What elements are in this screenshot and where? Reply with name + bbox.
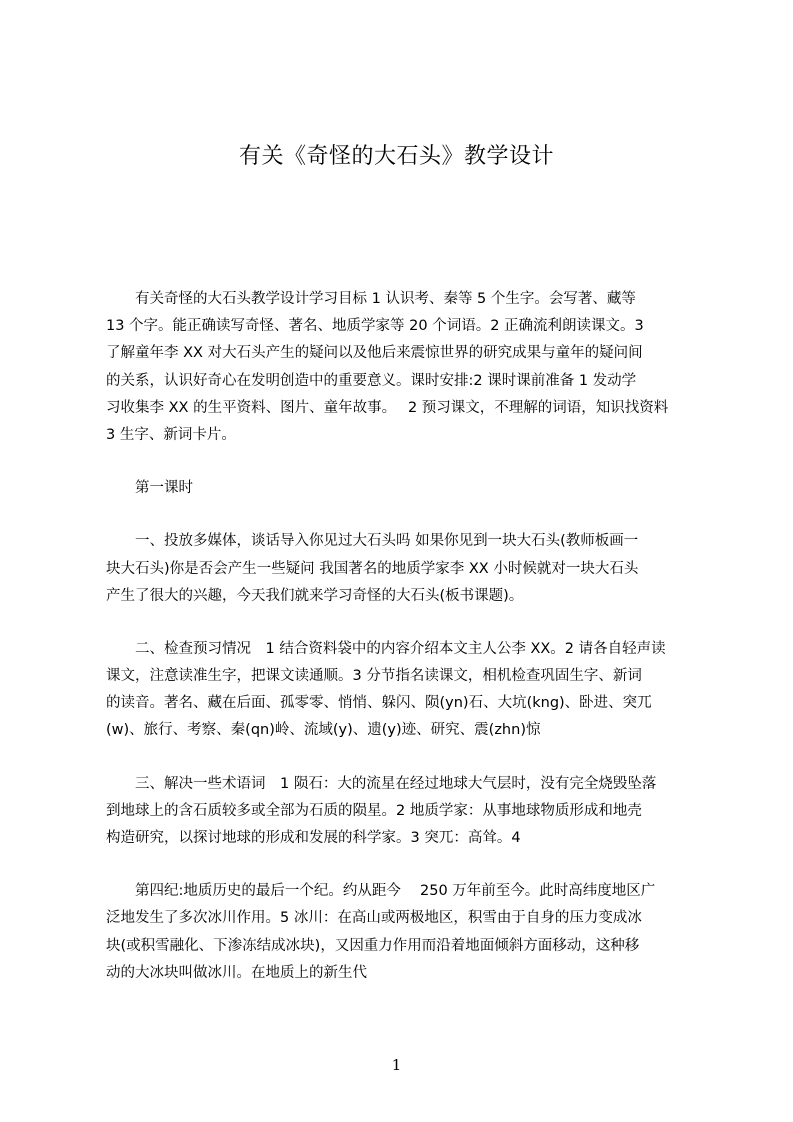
text-line: 习收集李 XX 的生平资料、图片、童年故事。 2 预习课文，不理解的词语，知识找资料 (106, 399, 669, 416)
paragraph-step-three (106, 771, 698, 853)
paragraph-step-one (106, 528, 698, 610)
text-line: 构造研究，以探讨地球的形成和发展的科学家。3 突兀：高耸。4 (106, 830, 521, 846)
text-line: (w)、旅行、考察、秦(qn)岭、流域(y)、遗(y)迹、研究、震(zhn)惊 (106, 722, 541, 739)
text-line: 块大石头)你是否会产生一些疑问 我国著名的地质学家李 XX 小时候就对一块大石头 (106, 560, 639, 577)
paragraph-spacer (106, 502, 698, 528)
text-line: 第四纪:地质历史的最后一个纪。约从距今 250 万年前至今。此时高纬度地区广 (106, 883, 656, 900)
section-heading-lesson-one (106, 475, 698, 502)
text-line: 了解童年李 XX 对大石头产生的疑问以及他后来震惊世界的研究成果与童年的疑问间 (106, 345, 643, 362)
text-line: 的读音。著名、藏在后面、孤零零、悄悄、躲闪、陨(yn)石、大坑(kng)、卧进、突兀 (106, 695, 652, 712)
text-line: 泛地发生了多次冰川作用。5 冰川：在高山或两极地区，积雪由于自身的压力变成冰 (106, 910, 642, 927)
text-line: 产生了很大的兴趣，今天我们就来学习奇怪的大石头(板书课题)。 (106, 587, 524, 604)
text-line: 一、投放多媒体，谈话导入你见过大石头吗 如果你见到一块大石头(教师板画一 (106, 533, 639, 550)
text-line: 课文，注意读准生字，把课文读通顺。3 分节指名读课文，相机检查巩固生字、新词 (106, 668, 642, 685)
text-line: 第一课时 (106, 480, 193, 497)
paragraph-spacer (106, 852, 698, 878)
text-line: 的关系，认识好奇心在发明创造中的重要意义。课时安排:2 课时课前准备 1 发动学 (106, 372, 637, 389)
paragraph-intro (106, 286, 698, 449)
text-line: 到地球上的含石质较多或全部为石质的陨星。2 地质学家：从事地球物质形成和地壳 (106, 802, 642, 819)
paragraph-spacer (106, 449, 698, 475)
text-line: 三、解决一些术语词 1 陨石：大的流星在经过地球大气层时，没有完全烧毁坠落 (106, 775, 657, 792)
paragraph-quaternary (106, 878, 698, 987)
paragraph-spacer (106, 610, 698, 636)
paragraph-spacer (106, 745, 698, 771)
text-line: 动的大冰块叫做冰川。在地质上的新生代 (106, 964, 367, 981)
text-line: 有关奇怪的大石头教学设计学习目标 1 认识考、秦等 5 个生字。会写著、藏等 (106, 291, 636, 307)
text-line: 二、检查预习情况 1 结合资料袋中的内容介绍本文主人公李 XX。2 请各自轻声读 (106, 640, 666, 657)
paragraph-step-two (106, 636, 698, 745)
text-line: 13 个字。能正确读写奇怪、著名、地质学家等 20 个词语。2 正确流利朗读课文。3 (106, 318, 644, 335)
document-title: 有关《奇怪的大石头》教学设计 (238, 144, 554, 169)
document-body (106, 286, 698, 987)
text-line: 块(或积雪融化、下渗冻结成冰块)，又因重力作用而沿着地面倾斜方面移动，这种移 (106, 937, 640, 954)
page-number: 1 (391, 1056, 402, 1074)
text-line: 3 生字、新词卡片。 (106, 426, 236, 443)
